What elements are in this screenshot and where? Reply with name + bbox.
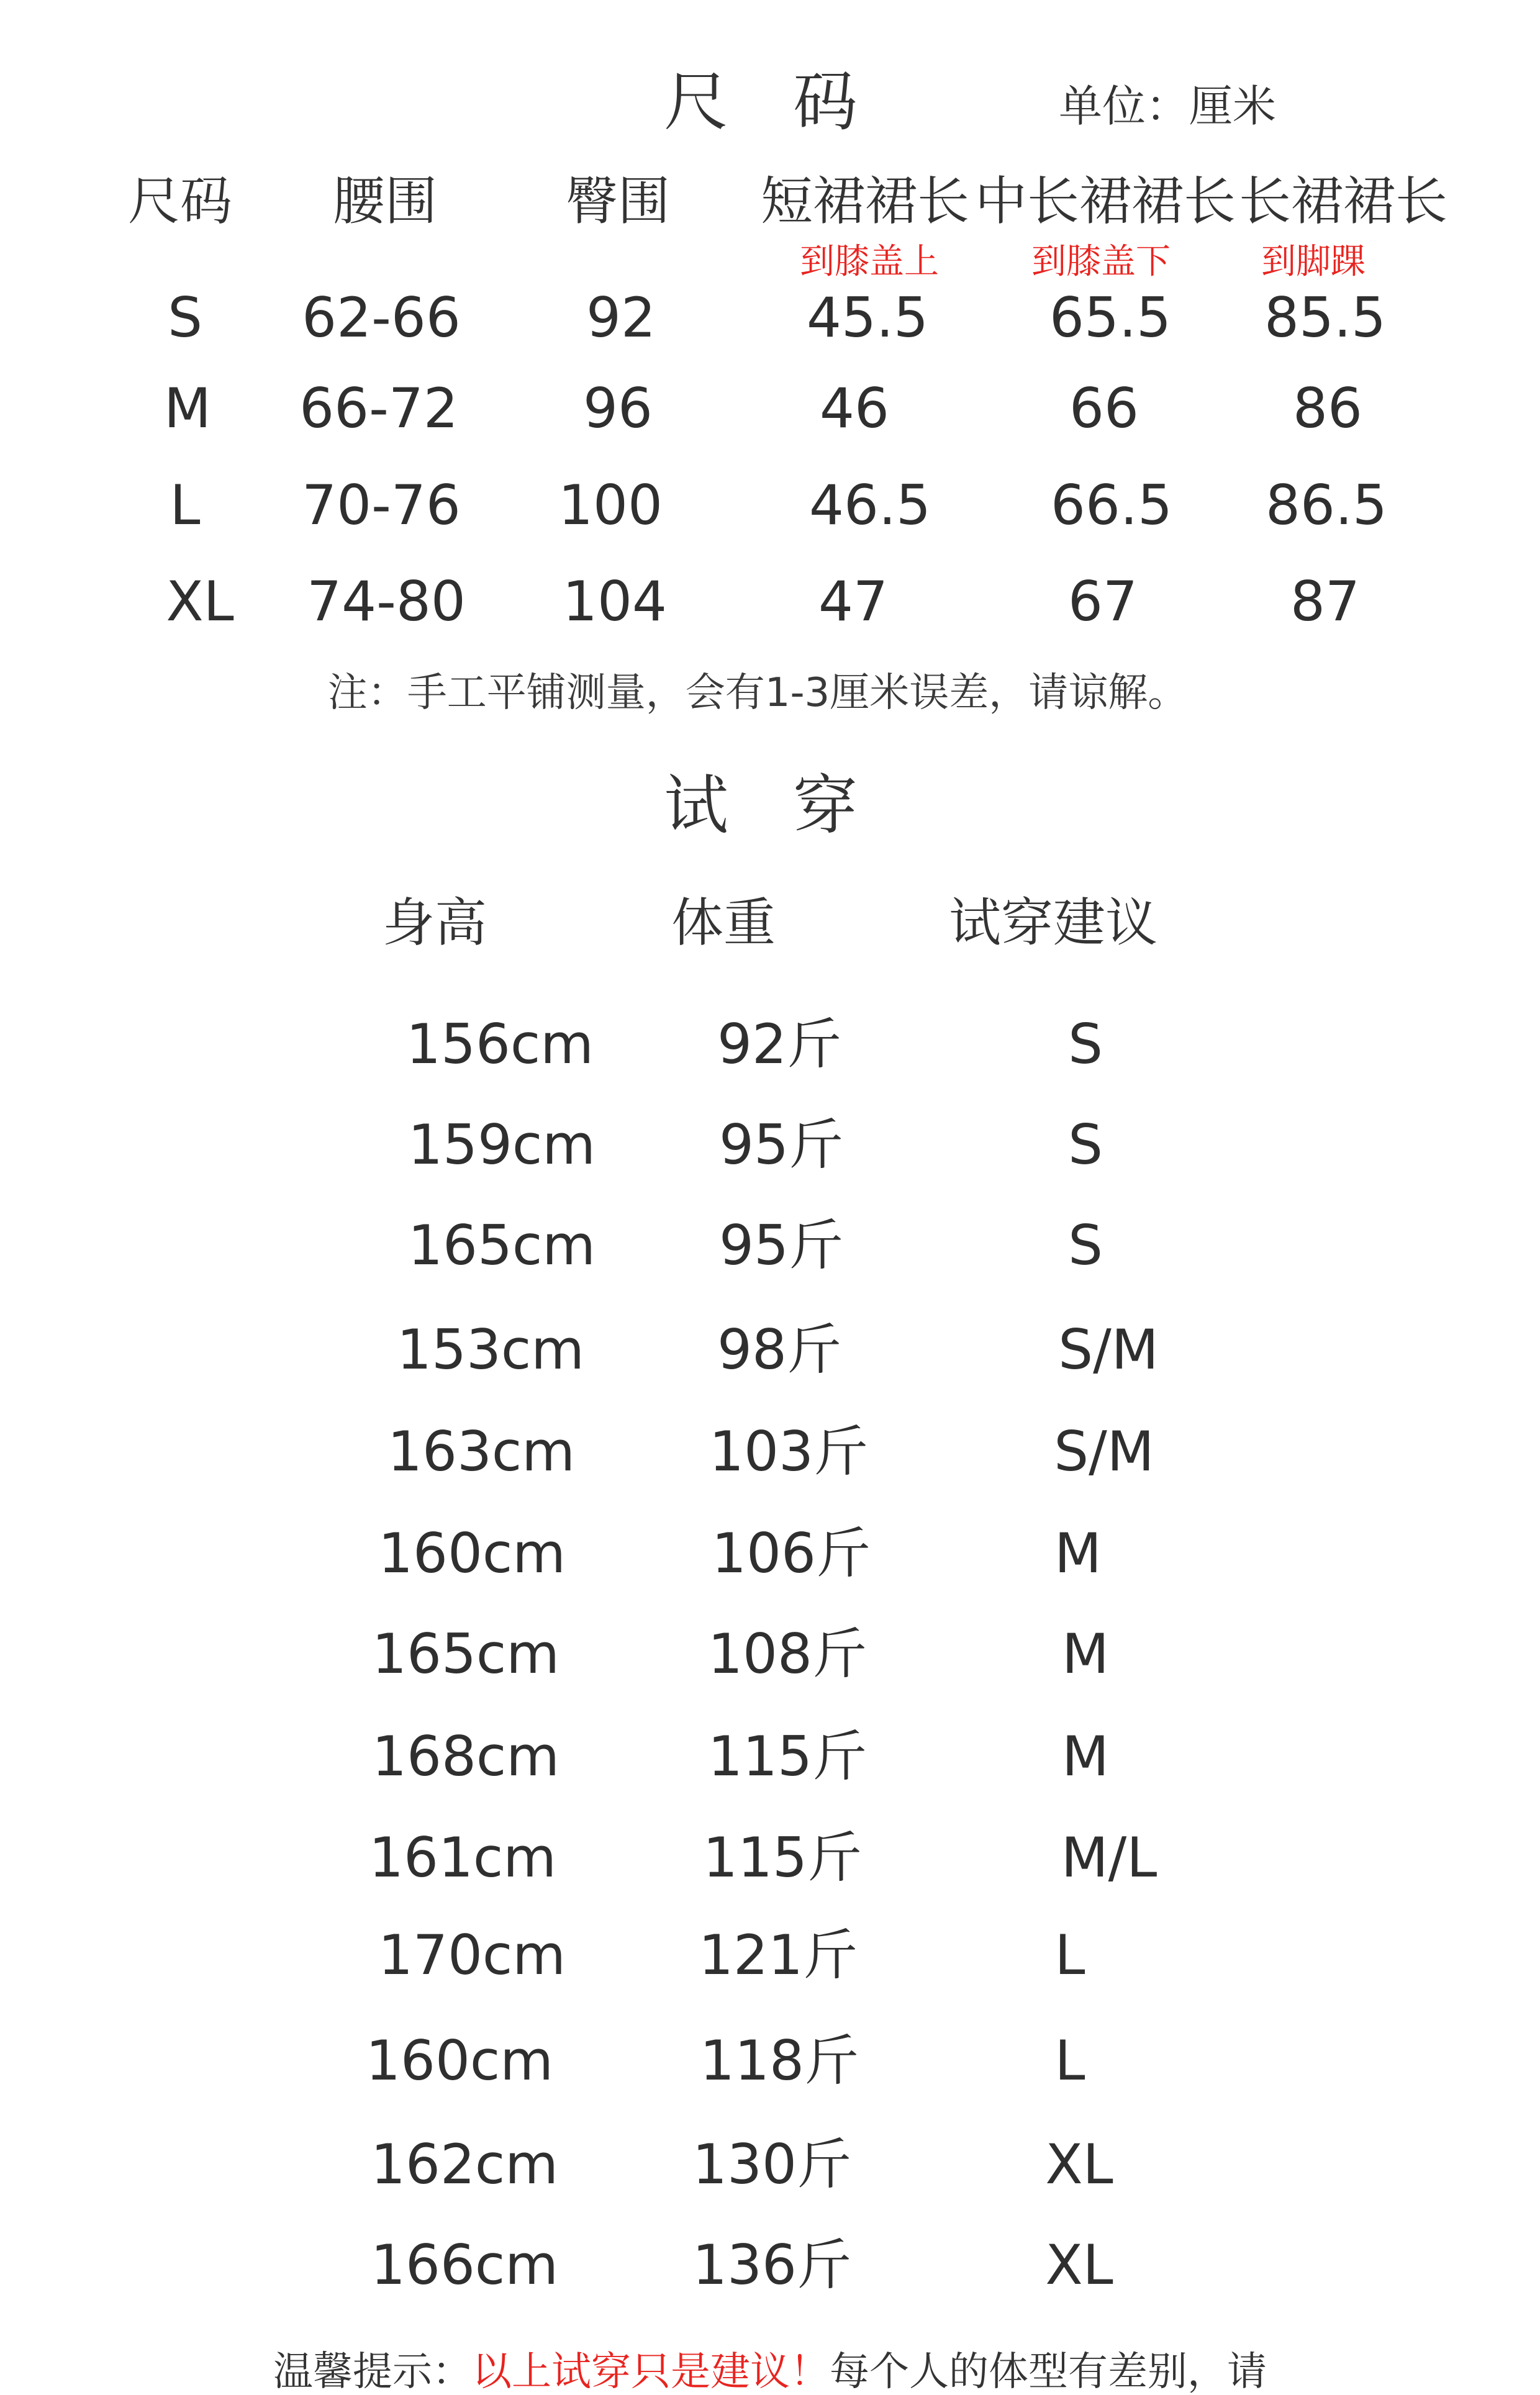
waist-cell: 74-80 — [307, 569, 466, 633]
long-length-cell: 85.5 — [1264, 286, 1386, 350]
fit-title: 试 穿 — [663, 767, 858, 843]
note-ankle: 到脚踝 — [1261, 242, 1366, 282]
fit-suggestion-cell: S — [1068, 1213, 1103, 1277]
midi-length-cell: 67 — [1068, 569, 1138, 633]
short-length-cell: 45.5 — [807, 286, 928, 350]
midi-length-cell: 66.5 — [1051, 473, 1172, 537]
short-length-cell: 46 — [820, 376, 889, 440]
height-cell: 156cm — [405, 1012, 594, 1076]
size-cell: M — [164, 376, 211, 440]
short-length-cell: 47 — [818, 569, 888, 633]
height-cell: 160cm — [365, 2029, 554, 2093]
weight-cell: 115斤 — [708, 1724, 867, 1788]
unit-label: 单位：厘米 — [1059, 81, 1276, 132]
fit-suggestion-cell: S — [1068, 1012, 1103, 1076]
height-cell: 165cm — [407, 1213, 596, 1277]
tip-rest: 每个人的体型有差别，请 — [830, 2349, 1267, 2395]
size-cell: S — [168, 286, 202, 350]
measurement-note: 注：手工平铺测量，会有1-3厘米误差，请谅解。 — [327, 670, 1188, 716]
fit-suggestion-cell: M — [1062, 1622, 1109, 1686]
height-cell: 153cm — [396, 1318, 585, 1382]
weight-cell: 95斤 — [719, 1213, 843, 1277]
fit-suggestion-cell: XL — [1045, 2132, 1113, 2196]
weight-cell: 121斤 — [699, 1923, 858, 1987]
fit-suggestion-cell: XL — [1045, 2233, 1113, 2297]
waist-cell: 66-72 — [299, 376, 458, 440]
fit-suggestion-cell: L — [1054, 1923, 1085, 1987]
header-size: 尺码 — [127, 171, 233, 232]
note-above-knee: 到膝盖上 — [800, 242, 939, 282]
weight-cell: 92斤 — [717, 1012, 841, 1076]
waist-cell: 62-66 — [302, 286, 461, 350]
fit-suggestion-cell: M — [1062, 1724, 1109, 1788]
header-waist: 腰围 — [332, 171, 438, 232]
fit-suggestion-cell: M — [1054, 1521, 1102, 1585]
waist-cell: 70-76 — [302, 473, 461, 537]
height-cell: 163cm — [387, 1419, 576, 1483]
midi-length-cell: 66 — [1069, 376, 1139, 440]
size-cell: XL — [166, 569, 234, 633]
fit-suggestion-cell: S/M — [1054, 1419, 1154, 1483]
long-length-cell: 86.5 — [1266, 473, 1387, 537]
weight-cell: 95斤 — [719, 1113, 843, 1177]
fit-suggestion-cell: S — [1068, 1113, 1103, 1177]
hip-cell: 92 — [586, 286, 656, 350]
weight-cell: 106斤 — [712, 1521, 871, 1585]
header-hip: 臀围 — [565, 171, 671, 232]
header-midi-skirt-length: 中长裙裙长 — [974, 171, 1236, 232]
hip-cell: 96 — [583, 376, 653, 440]
tip-prefix: 温馨提示： — [273, 2349, 472, 2395]
long-length-cell: 87 — [1290, 569, 1360, 633]
fit-suggestion-cell: L — [1054, 2029, 1085, 2093]
fit-suggestion-cell: S/M — [1058, 1318, 1159, 1382]
midi-length-cell: 65.5 — [1049, 286, 1171, 350]
hip-cell: 100 — [558, 473, 663, 537]
short-length-cell: 46.5 — [809, 473, 931, 537]
header-fit-suggestion: 试穿建议 — [948, 892, 1158, 953]
weight-cell: 98斤 — [717, 1318, 841, 1382]
weight-cell: 115斤 — [703, 1826, 862, 1890]
weight-cell: 136斤 — [692, 2233, 851, 2297]
height-cell: 161cm — [368, 1826, 557, 1890]
height-cell: 165cm — [371, 1622, 560, 1686]
height-cell: 166cm — [370, 2233, 559, 2297]
header-long-skirt-length: 长裙裙长 — [1238, 171, 1448, 232]
height-cell: 162cm — [370, 2132, 559, 2196]
long-length-cell: 86 — [1293, 376, 1362, 440]
height-cell: 170cm — [378, 1923, 566, 1987]
header-short-skirt-length: 短裙裙长 — [760, 171, 970, 232]
weight-cell: 108斤 — [708, 1622, 867, 1686]
header-height: 身高 — [382, 892, 487, 953]
header-weight: 体重 — [671, 892, 776, 953]
note-below-knee: 到膝盖下 — [1031, 242, 1171, 282]
size-title: 尺 码 — [663, 64, 858, 140]
weight-cell: 103斤 — [709, 1419, 868, 1483]
weight-cell: 130斤 — [692, 2132, 851, 2196]
height-cell: 160cm — [378, 1521, 566, 1585]
height-cell: 168cm — [371, 1724, 560, 1788]
hip-cell: 104 — [563, 569, 667, 633]
size-cell: L — [170, 473, 201, 537]
height-cell: 159cm — [407, 1113, 596, 1177]
weight-cell: 118斤 — [700, 2029, 859, 2093]
fit-suggestion-cell: M/L — [1061, 1826, 1157, 1890]
tip-highlight: 以上试穿只是建议！ — [472, 2349, 830, 2395]
footer-tip — [273, 2349, 1267, 2395]
